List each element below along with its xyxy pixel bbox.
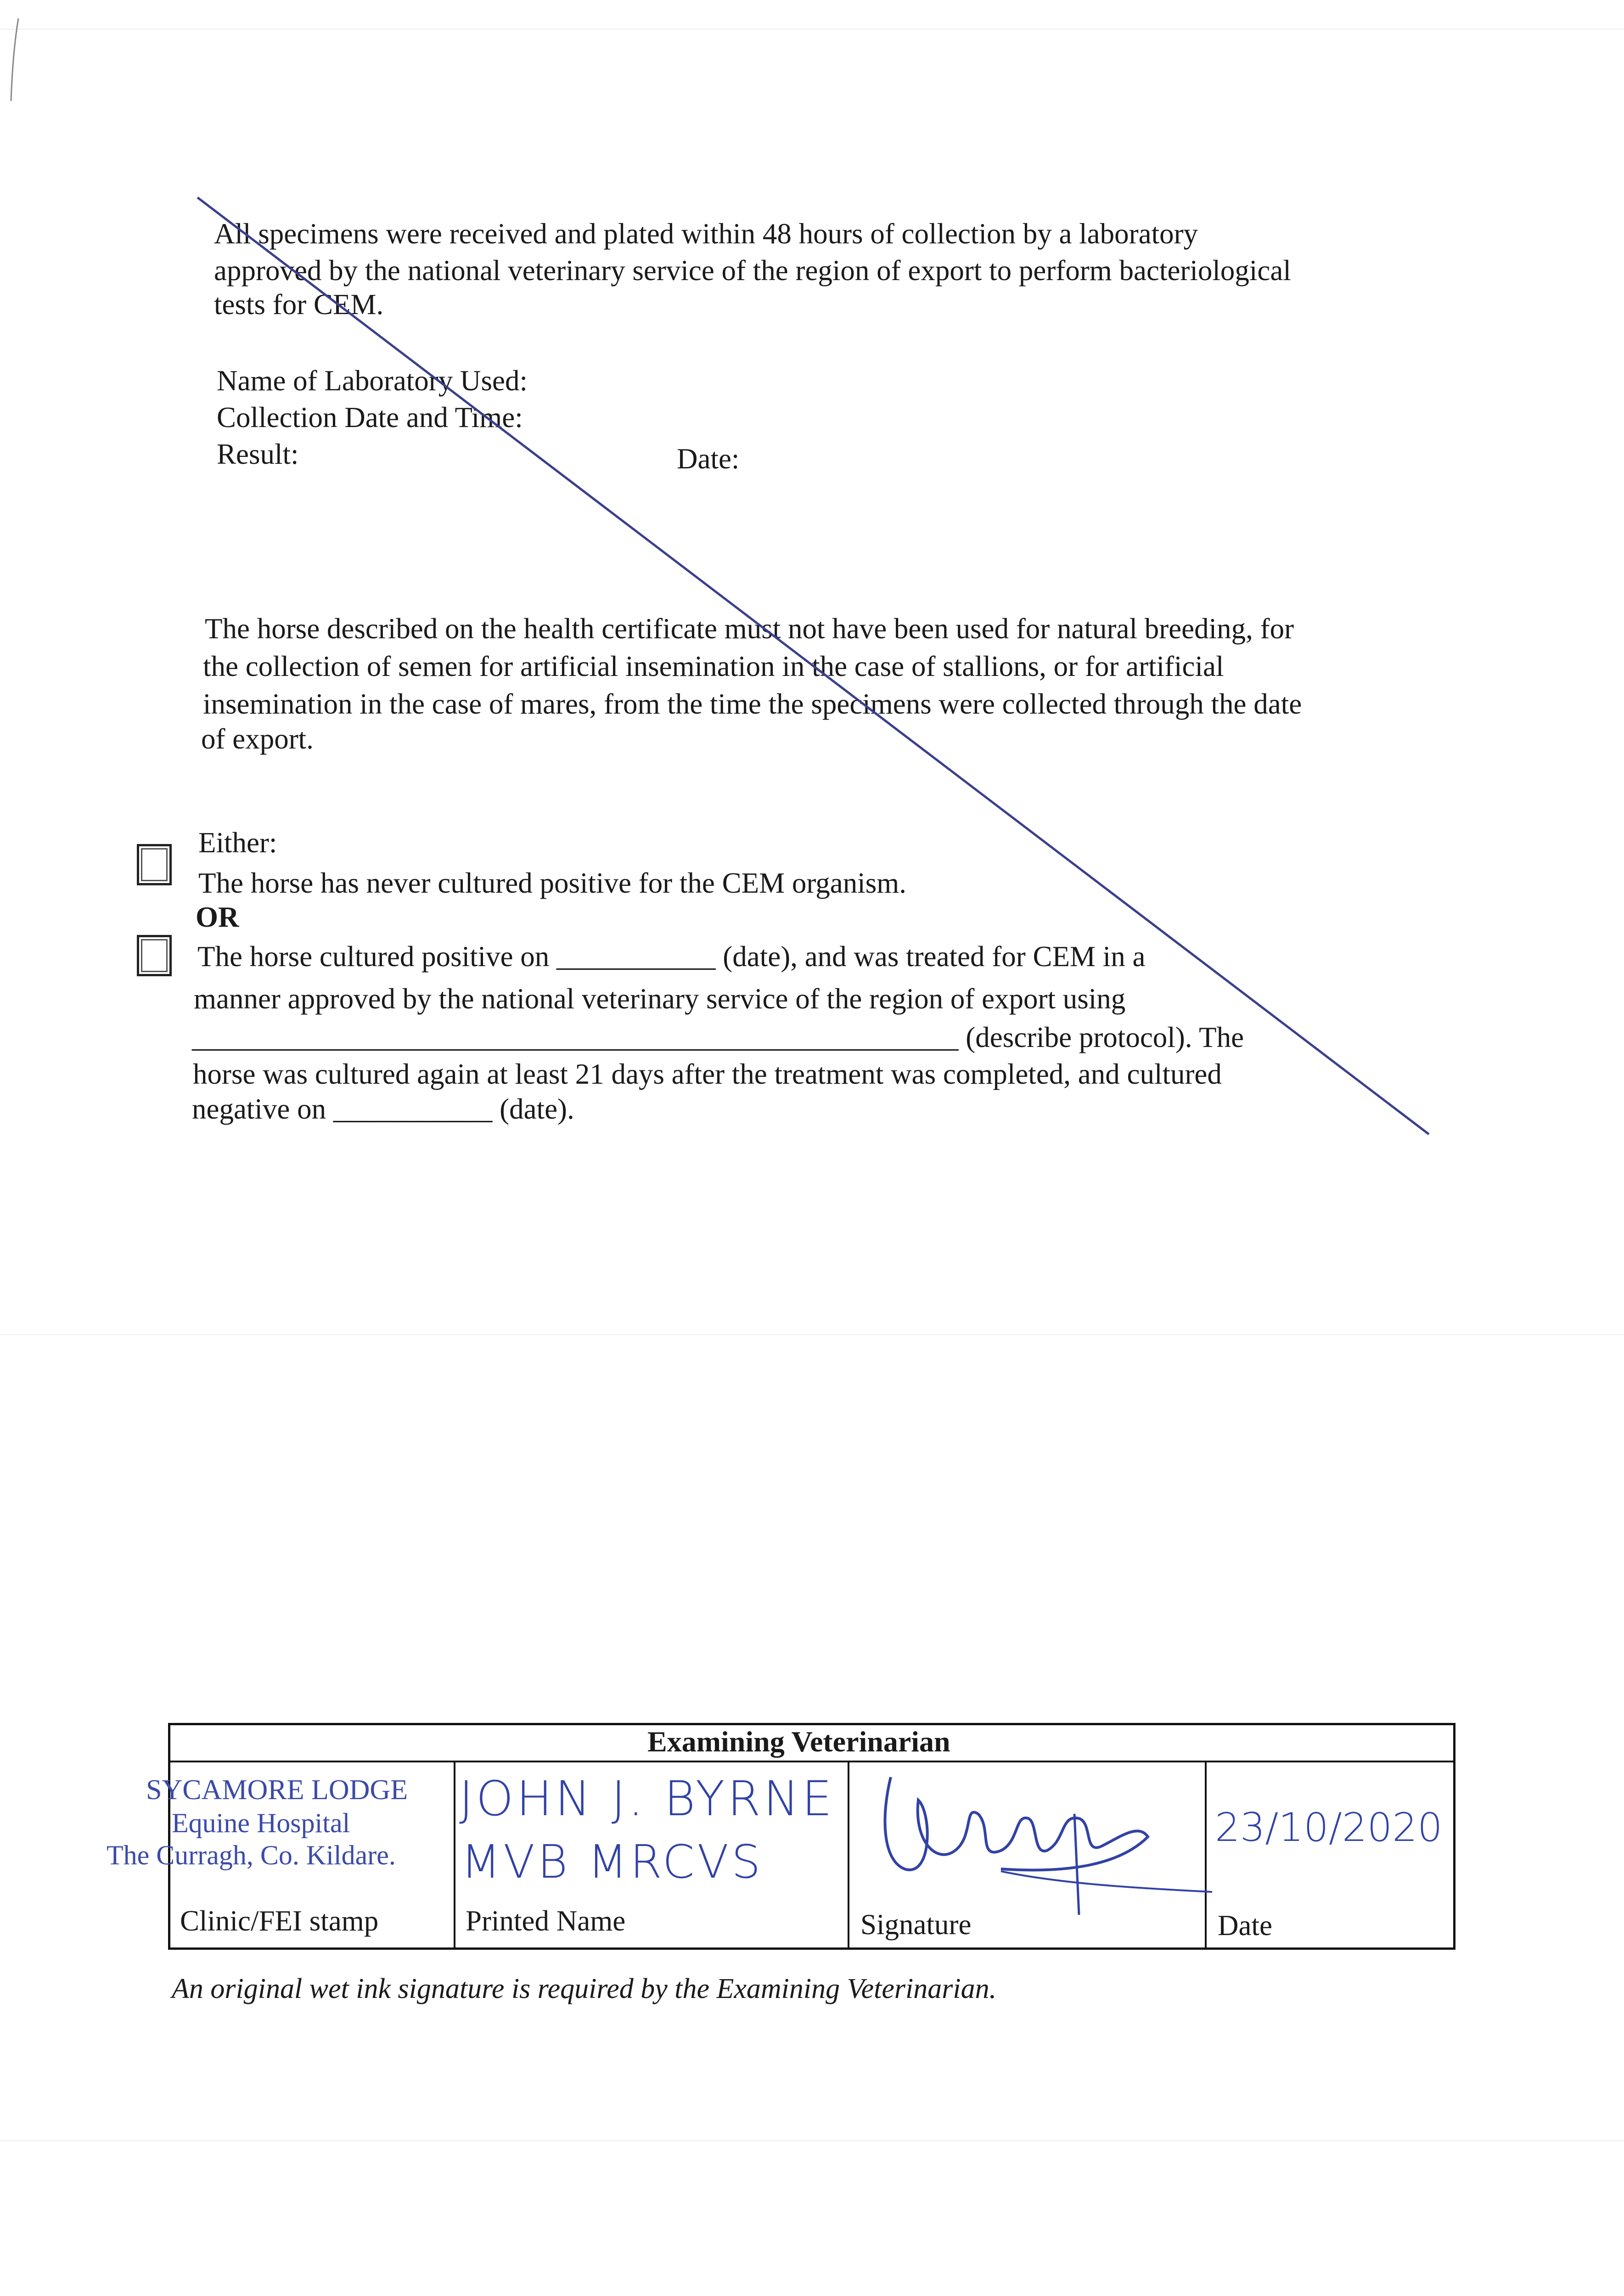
paragraph1-line3: tests for CEM. (214, 288, 384, 321)
clinic-stamp-line2: Equine Hospital (172, 1808, 350, 1838)
paragraph2-line3: insemination in the case of mares, from the time the specimens were collected through the date (203, 688, 1302, 720)
vet-table-divider-2 (848, 1761, 849, 1950)
vet-table-divider-1 (454, 1761, 455, 1950)
option2-line5: negative on ___________ (date). (192, 1093, 574, 1125)
paragraph2-line4: of export. (201, 723, 314, 755)
paragraph2-line1: The horse described on the health certificate must not have been used for natural breeding, for (205, 613, 1294, 645)
footer-note: An original wet ink signature is required by the Examining Veterinarian. (172, 1973, 997, 2004)
col-name-label: Printed Name (466, 1905, 626, 1937)
or-label: OR (196, 901, 239, 933)
either-label: Either: (198, 827, 277, 859)
strike-line (197, 197, 1429, 1134)
col-date-label: Date (1218, 1909, 1272, 1941)
paragraph2-line2: the collection of semen for artificial insemination in the case of stallions, or for artificial (203, 650, 1224, 682)
handwritten-signature (863, 1759, 1212, 1924)
printed-name-handwritten-line2: MVB MRCVS (461, 1835, 764, 1889)
clinic-stamp-line3: The Curragh, Co. Kildare. (107, 1840, 396, 1870)
vet-table-header-rule (168, 1761, 1455, 1762)
field-lab-label: Name of Laboratory Used: (217, 365, 528, 397)
option2-line1: The horse cultured positive on ___________ (date), and was treated for CEM in a (197, 940, 1146, 973)
paragraph1-line1: All specimens were received and plated within 48 hours of collection by a laboratory (214, 218, 1198, 250)
option2-line2: manner approved by the national veterinary service of the region of export using (194, 983, 1126, 1015)
option2-line3: _____________________________________________________ (describe protocol). The (192, 1021, 1244, 1053)
vet-table-title: Examining Veterinarian (647, 1725, 950, 1758)
option1-text: The horse has never cultured positive for the CEM organism. (198, 867, 906, 899)
col-signature-label: Signature (860, 1908, 972, 1941)
clinic-stamp-line1: SYCAMORE LODGE (146, 1774, 408, 1806)
field-collection-label: Collection Date and Time: (217, 401, 523, 433)
field-result-label: Result: (217, 438, 299, 470)
printed-name-handwritten-line1: JOHN J. BYRNE (459, 1771, 835, 1827)
paragraph1-line2: approved by the national veterinary service of the region of export to perform bacteriological (214, 254, 1291, 287)
scan-edge-mark (0, 0, 28, 110)
col-stamp-label: Clinic/FEI stamp (180, 1905, 379, 1937)
option2-line4: horse was cultured again at least 21 days after the treatment was completed, and cultured (193, 1058, 1222, 1090)
field-date-label: Date: (677, 443, 740, 475)
date-handwritten: 23/10/2020 (1215, 1805, 1443, 1851)
